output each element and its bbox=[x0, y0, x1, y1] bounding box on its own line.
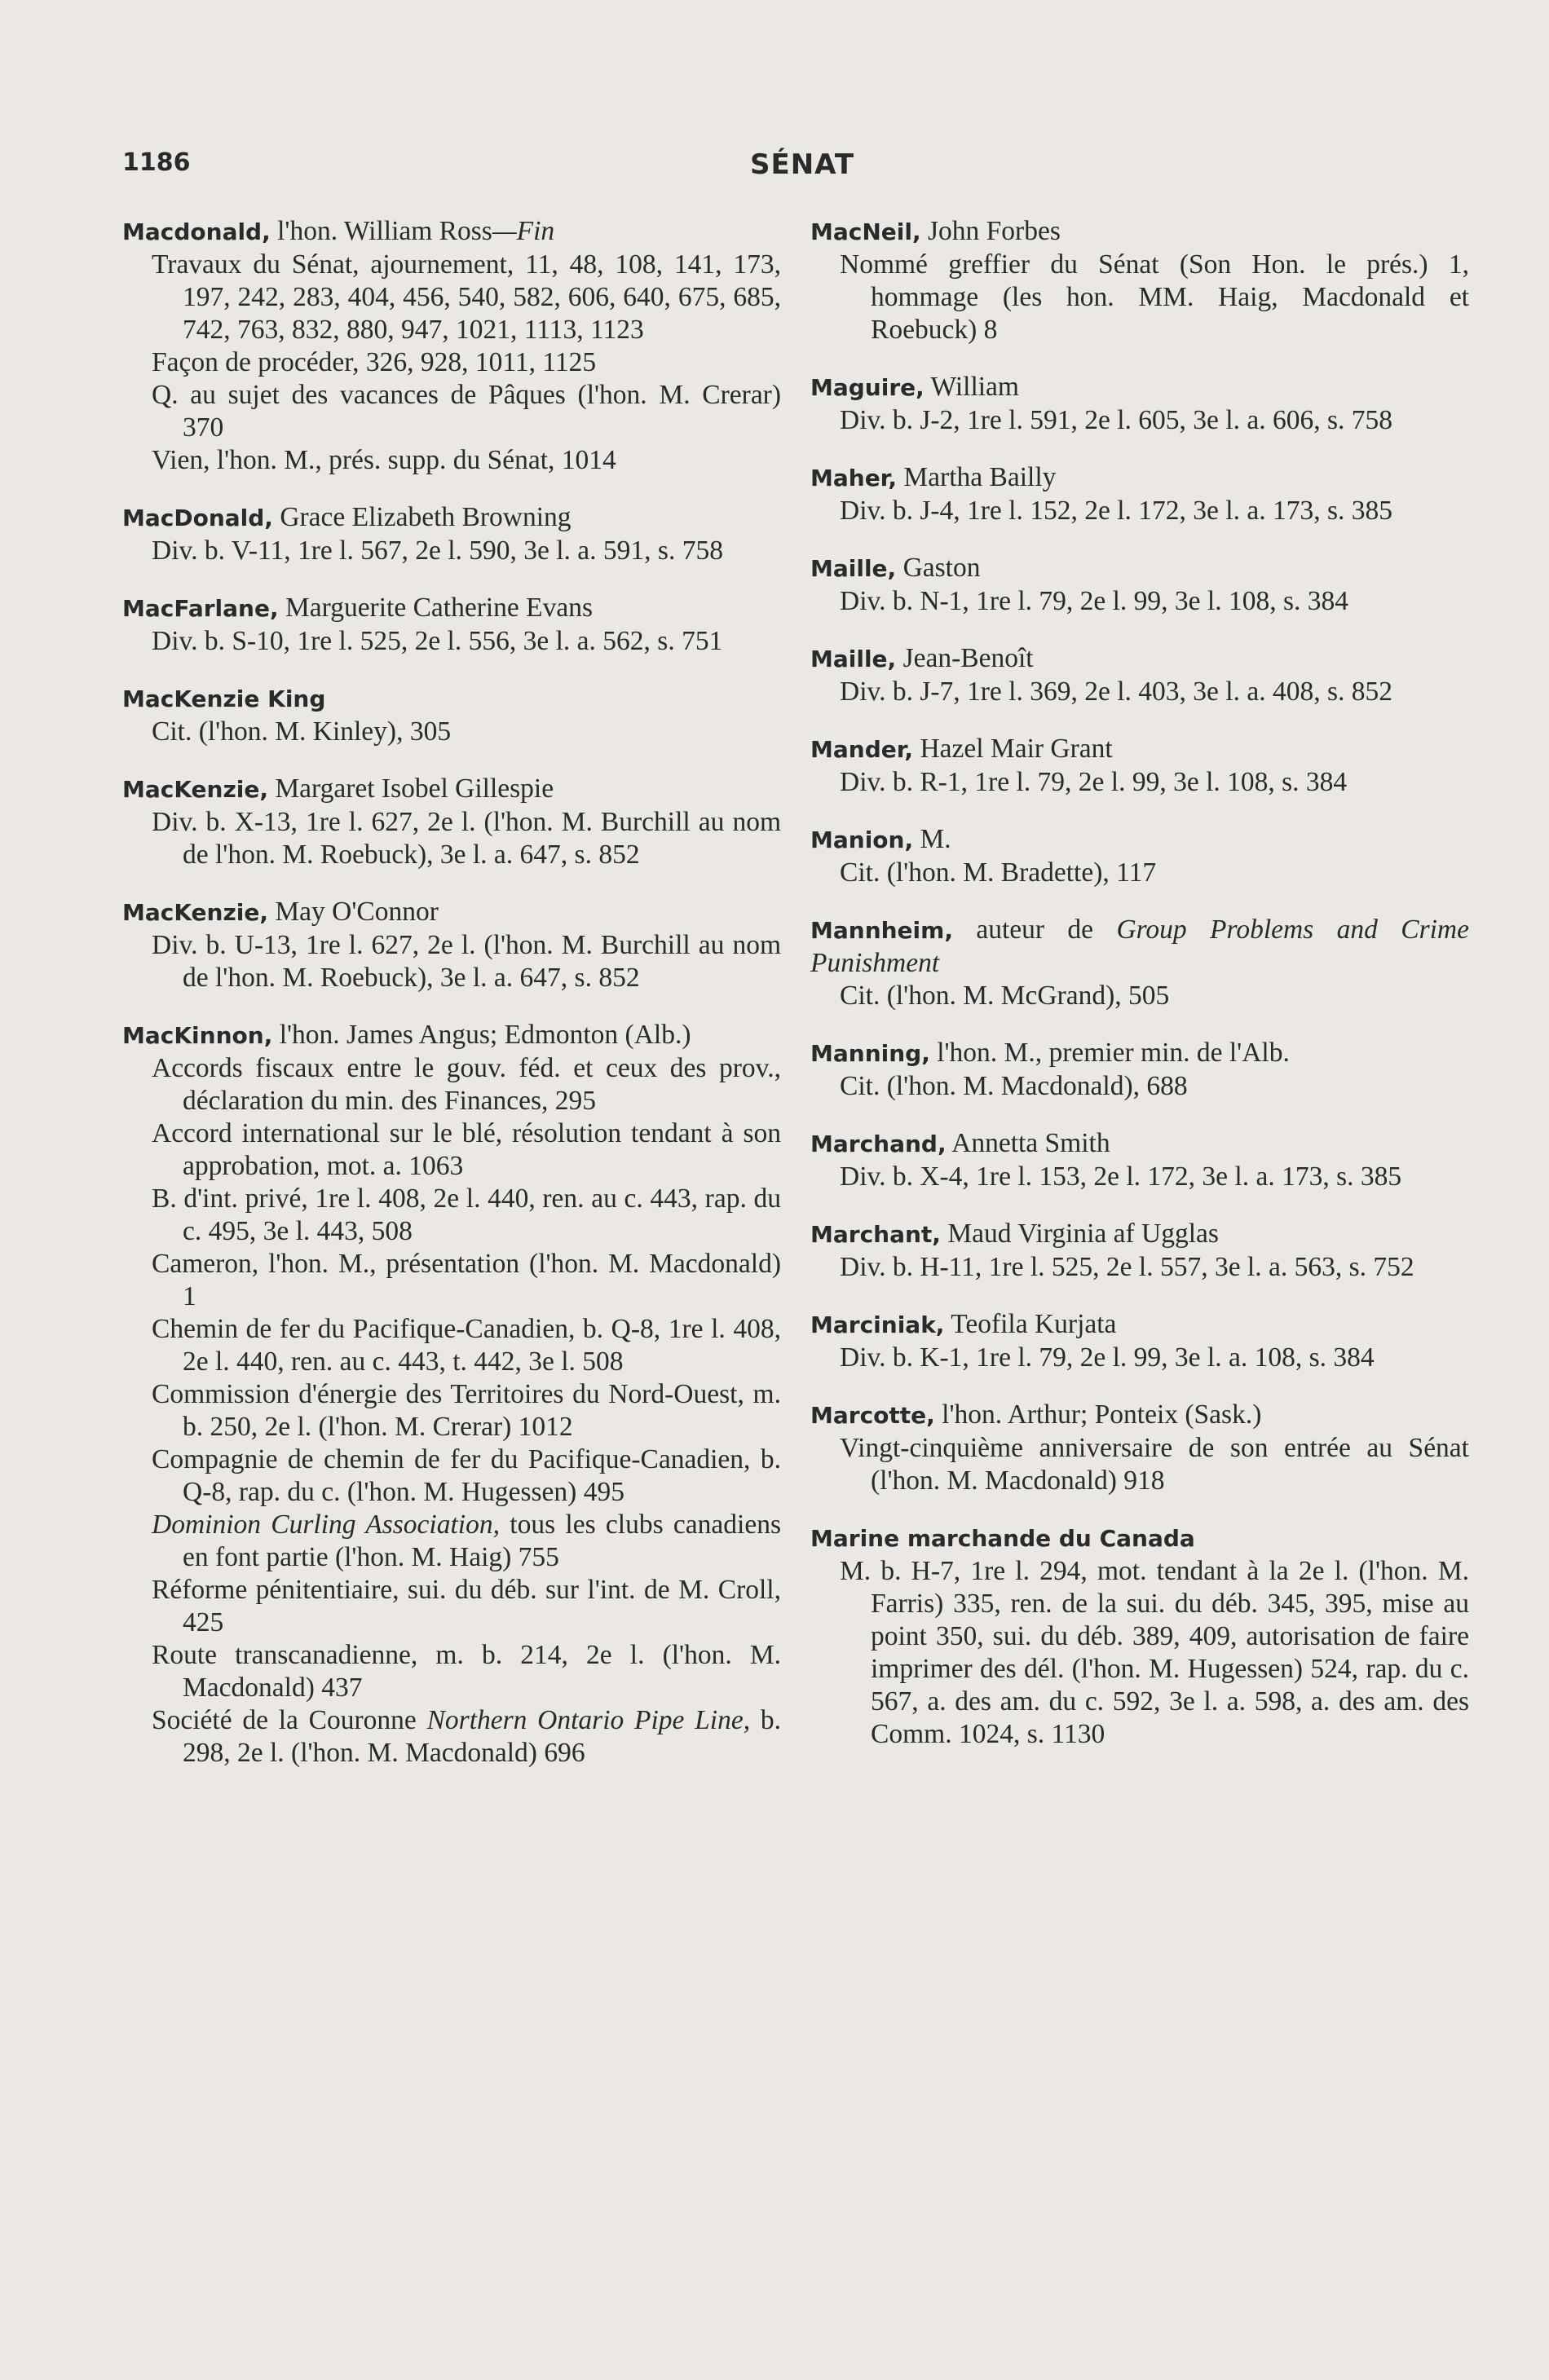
entry-heading bbox=[122, 592, 781, 625]
entry-line: Chemin de fer du Pacifique-Canadien, b. Q-8, 1re l. 408, 2e l. 440, ren. au c. 443, t. 442, 3e l. 508 bbox=[152, 1314, 781, 1377]
heading-rest: M. bbox=[913, 824, 951, 854]
line-italic: Northern Ontario Pipe Line, bbox=[426, 1705, 751, 1735]
entry-line: Travaux du Sénat, ajournement, 11, 48, 108, 141, 173, 197, 242, 283, 404, 456, 540, 582, 606, 640, 675, 685, 742, 763, 832, 880, 947, 1021, 1113, 1123 bbox=[152, 249, 781, 345]
entry-line: Div. b. J-7, 1re l. 369, 2e l. 403, 3e l. a. 408, s. 852 bbox=[840, 677, 1392, 707]
entry-line: Commission d'énergie des Territoires du Nord-Ouest, m. b. 250, 2e l. (l'hon. M. Crerar) 1012 bbox=[152, 1379, 781, 1442]
heading-name: MacKenzie, bbox=[122, 776, 269, 803]
entry-line: Q. au sujet des vacances de Pâques (l'hon. M. Crerar) 370 bbox=[152, 380, 781, 443]
index-entry bbox=[810, 1308, 1469, 1374]
index-entry bbox=[122, 682, 781, 748]
entry-line: Accord international sur le blé, résolution tendant à son approbation, mot. a. 1063 bbox=[152, 1118, 781, 1181]
heading-rest: l'hon. William Ross bbox=[270, 216, 492, 246]
running-title: SÉNAT bbox=[750, 148, 855, 181]
entry-line bbox=[122, 1704, 781, 1770]
page-header bbox=[122, 148, 1467, 189]
index-entry bbox=[122, 896, 781, 994]
entry-line: Cit. (l'hon. M. McGrand), 505 bbox=[840, 981, 1170, 1011]
heading-name: MacDonald, bbox=[122, 505, 273, 531]
line-italic: Dominion Curling Association, bbox=[152, 1510, 500, 1540]
heading-name: Mander, bbox=[810, 736, 914, 763]
entry-line: Div. b. V-11, 1re l. 567, 2e l. 590, 3e l. a. 591, s. 758 bbox=[152, 536, 723, 566]
entry-heading bbox=[122, 215, 781, 249]
entry-line: Div. b. U-13, 1re l. 627, 2e l. (l'hon. M. Burchill au nom de l'hon. M. Roebuck), 3e l. a. 647, s. 852 bbox=[152, 930, 781, 993]
entry-heading bbox=[810, 1218, 1469, 1251]
index-entry bbox=[122, 1019, 781, 1770]
page-number: 1186 bbox=[122, 148, 191, 177]
entry-line: Cit. (l'hon. M. Bradette), 117 bbox=[840, 857, 1157, 888]
index-entry bbox=[810, 461, 1469, 527]
heading-rest: Hazel Mair Grant bbox=[913, 734, 1113, 764]
heading-name: MacNeil, bbox=[810, 218, 921, 245]
entry-line: Div. b. R-1, 1re l. 79, 2e l. 99, 3e l. 108, s. 384 bbox=[840, 767, 1348, 797]
entry-line: Vien, l'hon. M., prés. supp. du Sénat, 1014 bbox=[152, 445, 616, 475]
index-entry bbox=[122, 501, 781, 567]
heading-name: Marcotte, bbox=[810, 1402, 935, 1429]
index-entry bbox=[810, 914, 1469, 1012]
index-column-left bbox=[122, 215, 781, 1794]
index-entry bbox=[122, 592, 781, 658]
entry-line: Vingt-cinquième anniversaire de son entrée au Sénat (l'hon. M. Macdonald) 918 bbox=[840, 1433, 1469, 1496]
heading-italic: Group Problems and Crime Punishment bbox=[810, 915, 1469, 978]
heading-name: MacKinnon, bbox=[122, 1022, 273, 1049]
index-entry bbox=[810, 1037, 1469, 1103]
entry-line: Div. b. K-1, 1re l. 79, 2e l. 99, 3e l. a. 108, s. 384 bbox=[840, 1342, 1375, 1373]
heading-name: Marine marchande du Canada bbox=[810, 1525, 1195, 1552]
entry-heading bbox=[122, 1019, 781, 1052]
heading-rest: Margaret Isobel Gillespie bbox=[268, 774, 554, 804]
entry-heading bbox=[810, 733, 1469, 766]
entry-line: Div. b. X-4, 1re l. 153, 2e l. 172, 3e l. a. 173, s. 385 bbox=[840, 1161, 1402, 1192]
entry-line: B. d'int. privé, 1re l. 408, 2e l. 440, ren. au c. 443, rap. du c. 495, 3e l. 443, 508 bbox=[152, 1183, 781, 1246]
heading-name: MacKenzie, bbox=[122, 899, 269, 926]
heading-rest: l'hon. Arthur; Ponteix (Sask.) bbox=[934, 1399, 1262, 1430]
heading-rest: Annetta Smith bbox=[946, 1128, 1110, 1158]
entry-heading bbox=[810, 823, 1469, 857]
entry-line: Div. b. X-13, 1re l. 627, 2e l. (l'hon. M. Burchill au nom de l'hon. M. Roebuck), 3e l. a. 647, s. 852 bbox=[152, 807, 781, 870]
entry-line: Div. b. N-1, 1re l. 79, 2e l. 99, 3e l. 108, s. 384 bbox=[840, 586, 1349, 616]
entry-line: Nommé greffier du Sénat (Son Hon. le prés.) 1, hommage (les hon. MM. Haig, Macdonald et Roebuck) 8 bbox=[840, 249, 1469, 345]
heading-rest: William bbox=[924, 372, 1019, 402]
heading-name: MacFarlane, bbox=[122, 595, 279, 622]
index-entry bbox=[122, 215, 781, 477]
entry-heading bbox=[810, 1399, 1469, 1432]
heading-rest: Marguerite Catherine Evans bbox=[278, 593, 594, 623]
heading-rest: Martha Bailly bbox=[897, 462, 1057, 492]
heading-name: Marchant, bbox=[810, 1221, 941, 1248]
heading-rest: l'hon. M., premier min. de l'Alb. bbox=[929, 1038, 1290, 1068]
index-entry bbox=[810, 1399, 1469, 1497]
entry-heading bbox=[122, 501, 781, 535]
index-entry bbox=[122, 773, 781, 871]
entry-line: Div. b. J-2, 1re l. 591, 2e l. 605, 3e l. a. 606, s. 758 bbox=[840, 405, 1392, 435]
heading-rest: auteur de bbox=[952, 915, 1117, 945]
entry-line bbox=[122, 1509, 781, 1574]
entry-line: Div. b. H-11, 1re l. 525, 2e l. 557, 3e l. a. 563, s. 752 bbox=[840, 1252, 1414, 1282]
index-entry bbox=[810, 1127, 1469, 1193]
entry-line: Div. b. S-10, 1re l. 525, 2e l. 556, 3e l. a. 562, s. 751 bbox=[152, 626, 723, 656]
heading-rest: l'hon. James Angus; Edmonton (Alb.) bbox=[272, 1020, 691, 1050]
entry-heading bbox=[122, 773, 781, 806]
entry-heading bbox=[810, 642, 1469, 676]
entry-line: Route transcanadienne, m. b. 214, 2e l. (l'hon. M. Macdonald) 437 bbox=[152, 1640, 781, 1703]
heading-rest: John Forbes bbox=[920, 216, 1061, 246]
index-column-right bbox=[810, 215, 1469, 1775]
entry-heading bbox=[122, 682, 781, 716]
entry-line: Div. b. J-4, 1re l. 152, 2e l. 172, 3e l. a. 173, s. 385 bbox=[840, 496, 1392, 526]
entry-line: Cit. (l'hon. M. Kinley), 305 bbox=[152, 716, 452, 747]
entry-line: Cameron, l'hon. M., présentation (l'hon. M. Macdonald) 1 bbox=[152, 1249, 781, 1311]
entry-line: Cit. (l'hon. M. Macdonald), 688 bbox=[840, 1071, 1188, 1101]
heading-rest: Grace Elizabeth Browning bbox=[272, 502, 571, 532]
index-entry bbox=[810, 733, 1469, 799]
heading-name: Manning, bbox=[810, 1040, 930, 1067]
index-entry bbox=[810, 552, 1469, 618]
entry-heading bbox=[810, 371, 1469, 404]
heading-name: MacKenzie King bbox=[122, 685, 326, 712]
entry-line: Accords fiscaux entre le gouv. féd. et ceux des prov., déclaration du min. des Finances, 295 bbox=[152, 1053, 781, 1116]
index-entry bbox=[810, 642, 1469, 708]
heading-name: Mannheim, bbox=[810, 917, 953, 944]
entry-line: Compagnie de chemin de fer du Pacifique-Canadien, b. Q-8, rap. du c. (l'hon. M. Hugessen) 495 bbox=[152, 1444, 781, 1507]
heading-name: Maguire, bbox=[810, 374, 925, 401]
heading-rest: May O'Connor bbox=[268, 897, 439, 927]
heading-rest: Jean-Benoît bbox=[896, 643, 1034, 673]
heading-name: Maher, bbox=[810, 465, 898, 491]
heading-name: Maille, bbox=[810, 555, 897, 582]
heading-name: Macdonald, bbox=[122, 218, 271, 245]
index-entry bbox=[810, 371, 1469, 437]
entry-heading bbox=[810, 552, 1469, 585]
line-text: tous les clubs canadiens en font partie (l'hon. M. Haig) 755 bbox=[183, 1510, 782, 1572]
line-text: b. 298, 2e l. (l'hon. M. Macdonald) 696 bbox=[183, 1705, 781, 1768]
heading-name: Marciniak, bbox=[810, 1311, 945, 1338]
line-text: Société de la Couronne bbox=[152, 1705, 427, 1735]
heading-rest: Teofila Kurjata bbox=[944, 1309, 1117, 1339]
entry-heading bbox=[810, 215, 1469, 249]
entry-heading bbox=[122, 896, 781, 929]
index-entry bbox=[810, 1522, 1469, 1751]
entry-line: Façon de procéder, 326, 928, 1011, 1125 bbox=[152, 347, 597, 377]
entry-heading bbox=[810, 914, 1469, 980]
heading-name: Marchand, bbox=[810, 1130, 947, 1157]
heading-rest: Maud Virginia af Ugglas bbox=[940, 1219, 1219, 1249]
index-entry bbox=[810, 1218, 1469, 1284]
entry-heading bbox=[810, 1522, 1469, 1555]
index-entry bbox=[810, 215, 1469, 346]
entry-heading bbox=[810, 1308, 1469, 1342]
heading-name: Maille, bbox=[810, 646, 897, 672]
entry-line: Réforme pénitentiaire, sui. du déb. sur l'int. de M. Croll, 425 bbox=[152, 1575, 781, 1637]
entry-line: M. b. H-7, 1re l. 294, mot. tendant à la 2e l. (l'hon. M. Farris) 335, ren. de la sui. du déb. 345, 395, mise au point 350, sui. du déb. 389, 409, autorisation de faire imprimer des dél. (l'hon. M. Hugessen) 524, rap. du c. 567, a. des am. du c. 592, 3e l. a. 598, a. des am. des Comm. 1024, s. 1130 bbox=[840, 1556, 1469, 1749]
entry-heading bbox=[810, 1127, 1469, 1161]
heading-rest: Gaston bbox=[896, 553, 981, 583]
heading-name: Manion, bbox=[810, 826, 914, 853]
entry-heading bbox=[810, 461, 1469, 495]
index-entry bbox=[810, 823, 1469, 889]
heading-italic: —Fin bbox=[492, 216, 555, 246]
entry-heading bbox=[810, 1037, 1469, 1070]
